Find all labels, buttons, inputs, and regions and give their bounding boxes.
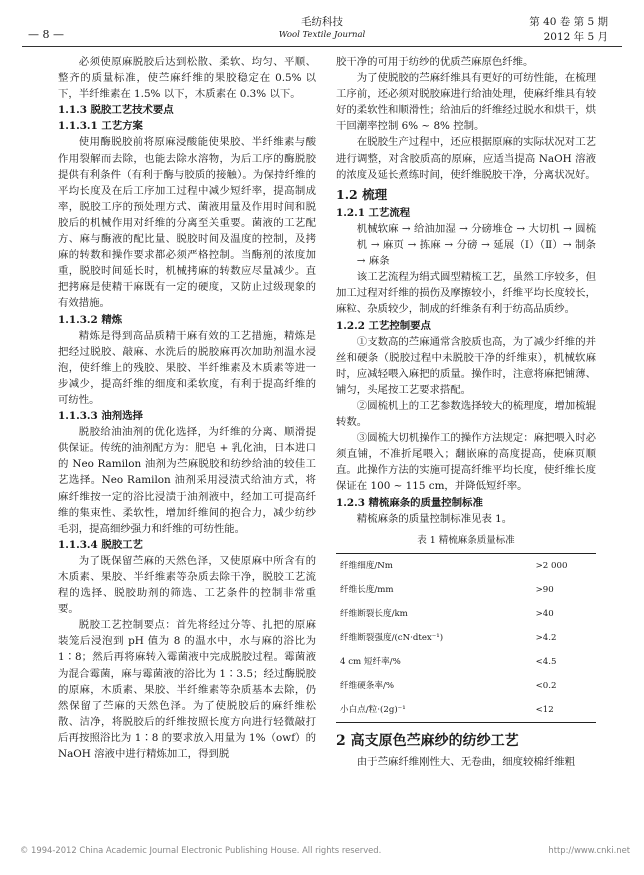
journal-title: 毛纺科技 <box>301 16 343 28</box>
subsection-heading: 1.2.1 工艺流程 <box>336 206 411 219</box>
row-value: >90 <box>535 584 554 595</box>
table-row <box>336 602 596 626</box>
row-label: 纤维断裂长度/km <box>340 609 408 619</box>
table-row <box>336 698 596 723</box>
copyright-text: © 1994-2012 China Academic Journal Electronic Publishing House. All rights reserved. <box>20 845 382 855</box>
paragraph: ②圆梳机上的工艺参数选择较大的梳理度，增加梳辊转数。 <box>336 399 596 429</box>
row-label: 纤维长度/mm <box>340 584 394 595</box>
paragraph: ①支数高的苎麻通常含胶质也高，为了减少纤维的并丝和硬条（脱胶过程中未脱胶干净的纤维束），机械软麻时，应减轻喂入麻把的质量。操作时，注意将麻把铺薄、铺匀，头尾按工艺要求搭配。 <box>336 335 596 396</box>
footer-link[interactable]: http://www.cnki.net <box>548 845 630 855</box>
header-rule <box>22 46 622 47</box>
paragraph: 在脱胶生产过程中，还应根据原麻的实际状况对工艺进行调整，对含胶质高的原麻，应适当提高 NaOH 溶液的浓度及延长煮练时间，使纤维脱胶干净，分离状况好。 <box>336 136 596 181</box>
section-heading: 2 高支原色苎麻纱的纺纱工艺 <box>336 733 519 750</box>
process-flow: 机械软麻 → 给油加湿 → 分磅堆仓 → 大切机 → 圆梳机 → 麻页 → 拣麻 → 分磅 → 延展（Ⅰ）（Ⅱ）→ 制条 → 麻条 <box>356 222 596 268</box>
table-row <box>336 553 596 578</box>
paragraph: ③圆梳大切机操作工的操作方法规定：麻把喂入时必须直铺，不准折尾喂入；翻嵌麻的高度提高，使麻页顺直。此操作方法的实施可提高纤维平均长度，使纤维长度保证在 100 ~ 115 cm，并降低短纤率。 <box>336 432 596 493</box>
subsection-heading: 1.1.3.4 脱胶工艺 <box>58 538 143 551</box>
paragraph: 为了既保留苎麻的天然色泽，又使原麻中所含有的木质素、果胶、半纤维素等杂质去除干净，脱胶工艺流程的选择、脱胶助剂的筛选、工艺条件的控制非常重要。 <box>58 554 316 616</box>
right-column <box>336 54 596 770</box>
volume-issue: 第 40 卷 第 5 期 <box>529 16 608 28</box>
row-label: 纤维硬条率/% <box>340 681 395 692</box>
subsection-heading: 1.1.3 脱胶工艺技术要点 <box>58 104 174 117</box>
journal-title-en: Wool Textile Journal <box>278 30 366 40</box>
row-value: >40 <box>535 609 554 619</box>
subsection-heading: 1.1.3.1 工艺方案 <box>58 120 143 133</box>
paragraph: 必须使原麻脱胶后达到松散、柔软、均匀、平顺、整齐的质量标准，使苎麻纤维的果胶稳定在 0.5% 以下，半纤维素在 1.5% 以下，木质素在 0.3% 以下。 <box>58 56 316 101</box>
row-value: <4.5 <box>535 657 557 668</box>
row-label: 纤维断裂强度/(cN·dtex⁻¹) <box>340 633 444 644</box>
paragraph: 为了使脱胶的苎麻纤维具有更好的可纺性能，在梳理工序前，还必须对脱胶麻进行给油处理，使麻纤维具有较好的柔软性和顺滑性；给油后的纤维经过脱水和烘干，烘干回潮率控制 6% ~ 8% 控制。 <box>336 72 596 133</box>
table-caption: 表 1 精梳麻条质量标准 <box>417 534 515 546</box>
section-text: 由于苎麻纤维刚性大、无卷曲，细度较棉纤维粗 <box>356 755 575 768</box>
row-value: >4.2 <box>535 633 557 644</box>
footer <box>20 845 630 855</box>
left-column <box>58 54 316 762</box>
paragraph: 精炼是得到高品质精干麻有效的工艺措施，精炼是把经过脱胶、敲麻、水洗后的脱胶麻再次加助剂温水浸泡，使纤维上的残胶、果胶、半纤维素及木质素等进一步减少，提高纤维的细度和柔软度，有利于提高纤维的可纺性。 <box>58 329 316 406</box>
row-value: >2 000 <box>535 560 568 571</box>
paragraph: 使用酶脱胶前将原麻浸酸能使果胶、半纤维素与酸作用裂解而去除，也能去除水溶物，为后工序的酶脱胶提供有利条件（有利于酶与胶质的接触）。为保持纤维的平均长度及在后工序加工过程中减少短纤率，提高制成率，脱胶工序的预处理方式、菌液用量及作用时间和脱胶后的机械作用对纤维的分离至关重要。菌液的工艺配方、麻与酶液的配比量、脱胶时间及温度的控制，及拷麻的转数和操作要求都必须严格控制。当酶剂的浓度加重，脱胶时间延长时，机械拷麻的转数应尽量减少。直把拷麻是使精干麻既有一定的硬度，又防止过级现象的有效措施。 <box>58 136 316 310</box>
paragraph: 脱胶给油油剂的优化选择，为纤维的分离、顺滑提供保证。传统的油剂配方为：肥皂 + 乳化油，日本进口的 Neo Ramilon 油剂为苎麻脱胶和纺纱给油的较佳工艺选择。Neo Ramilon 油剂采用浸渍式给油方式，将麻纤维按一定的浴比浸渍于油剂液中，经加工可提高纤维的集束性、柔软性，增加纤维间的抱合力，减少纺纱毛羽，提高细纱强力和纤维的可纺性能。 <box>58 426 316 535</box>
subsection-heading: 1.1.3.3 油剂选择 <box>58 410 143 423</box>
paragraph: 脱胶工艺控制要点：首先将经过分等、扎把的原麻装笼后浸泡到 pH 值为 8 的温水中，水与麻的浴比为 1∶8；然后再将麻转入霉菌液中完成脱胶过程。霉菌液为混合霉菌，麻与霉菌液的浴比为 1∶3.5；经过酶脱胶的原麻，木质素、果胶、半纤维素等杂质基本去除，仍然保留了苎麻的天然色泽。为了使脱胶后的麻纤维松散、洁净，将脱胶后的纤维按照长度方向进行轻微敲打后再按照浴比为 1∶8 的要求放入用量为 1%（owf）的 NaOH 溶液中进行精炼加工，得到脱 <box>58 619 316 761</box>
table-row <box>336 674 596 698</box>
row-value: <0.2 <box>535 681 557 692</box>
subsection-heading: 1.2.2 工艺控制要点 <box>336 319 431 332</box>
table-row <box>336 650 596 674</box>
page-header <box>0 10 644 46</box>
quality-table <box>336 553 596 724</box>
issue-date: 2012 年 5 月 <box>543 31 608 43</box>
row-label: 纤维细度/Nm <box>340 560 393 571</box>
table-row <box>336 578 596 602</box>
row-label: 4 cm 短纤率/% <box>340 657 401 668</box>
row-label: 小白点/粒·(2g)⁻¹ <box>340 705 406 716</box>
row-value: <12 <box>535 705 554 716</box>
section-heading: 1.2 梳理 <box>336 186 388 202</box>
right-column-body <box>336 54 596 527</box>
paragraph: 精梳麻条的质量控制标准见表 1。 <box>356 512 513 525</box>
page-number: — 8 — <box>28 28 64 41</box>
subsection-heading: 1.2.3 精梳麻条的质量控制标准 <box>336 496 483 509</box>
subsection-heading: 1.1.3.2 精炼 <box>58 313 123 326</box>
table-row <box>336 626 596 650</box>
paragraph: 该工艺流程为绢式圆型精梳工艺，虽然工序较多，但加工过程对纤维的损伤及摩擦较小，纤维平均长度较长，麻粒、杂质较少，制成的纤维条有利于纺高品质纱。 <box>336 271 596 316</box>
paragraph: 胶干净的可用于纺纱的优质苎麻原色纤维。 <box>336 56 534 68</box>
